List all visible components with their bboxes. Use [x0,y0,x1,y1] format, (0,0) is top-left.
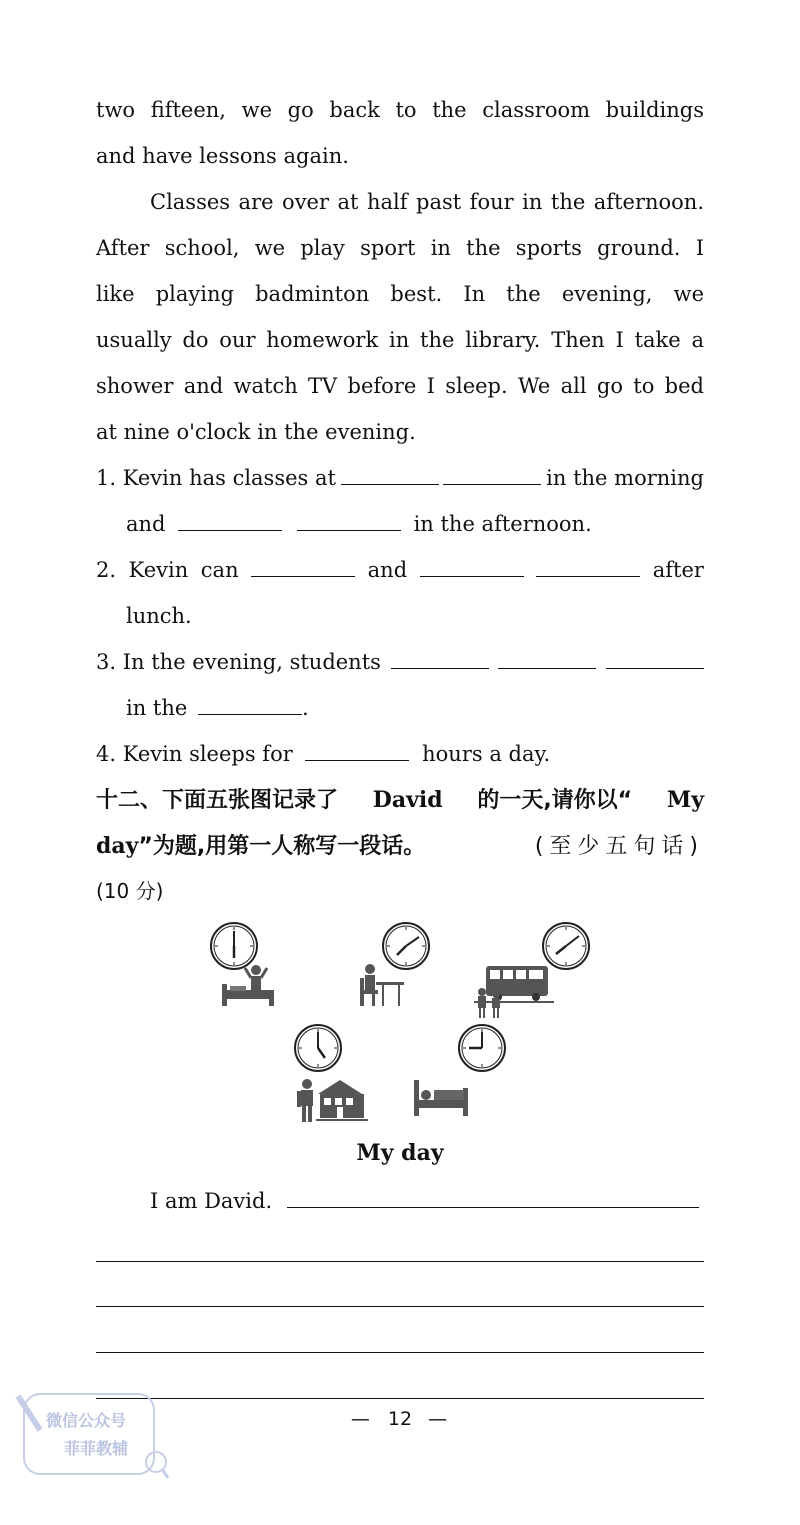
question-number: 4. [96,742,117,766]
section-text: day [96,833,139,859]
question-1-cont [126,509,704,539]
passage-line: shower and watch TV before I sleep. We all go to bed [96,374,704,398]
section-text: David [372,787,443,813]
question-text: in the afternoon. [413,512,592,536]
question-text: can [200,558,239,582]
section-note: (至少五句话) [534,834,704,859]
writing-line[interactable] [96,1398,704,1399]
question-4 [96,739,704,769]
answer-blank[interactable] [498,648,596,669]
passage-line: at nine o'clock in the evening. [96,420,416,444]
passage-line: Classes are over at half past four in the afternoon. [150,190,704,214]
section-text: My [666,787,704,813]
writing-starter-line [150,1186,704,1216]
writing-title: My day [356,1140,444,1166]
wake-up-icon [220,962,276,1008]
dash-left: — [350,1408,372,1430]
question-text: Kevin [128,558,189,582]
question-text: . [302,696,309,720]
question-3 [96,647,704,677]
writing-blank[interactable] [287,1187,699,1208]
answer-blank[interactable] [341,464,439,485]
answer-blank[interactable] [198,694,302,715]
question-number: 2. [96,558,117,582]
question-text: after [652,558,704,582]
answer-blank[interactable] [178,510,282,531]
question-text: in the morning [546,466,704,490]
question-text: and [367,558,408,582]
section-12-heading-cont [96,830,704,863]
watermark [10,1390,170,1485]
question-number: 1. [96,466,117,490]
answer-blank[interactable] [297,510,401,531]
answer-blank[interactable] [443,464,541,485]
bus-stop-icon [474,962,556,1020]
question-1 [96,463,704,493]
answer-blank[interactable] [391,648,489,669]
bed-icon [412,1078,470,1118]
clock-icon [292,1022,344,1074]
section-text: ”为题,用第一人称写一段话。 [138,834,426,859]
writing-line[interactable] [96,1352,704,1353]
dash-right: — [428,1408,450,1430]
question-text: Kevin sleeps for [122,742,293,766]
answer-blank[interactable] [251,556,355,577]
question-2 [96,555,704,585]
question-number: 3. [96,650,117,674]
section-score: (10 分) [96,879,164,903]
answer-blank[interactable] [420,556,524,577]
go-home-icon [296,1076,370,1124]
question-text: and [126,512,166,536]
question-2-cont: lunch. [126,604,192,628]
writing-starter: I am David. [150,1189,273,1213]
answer-blank[interactable] [536,556,640,577]
passage-line: usually do our homework in the library. Then I take a [96,328,704,352]
watermark-line2: 菲菲教辅 [64,1439,129,1458]
section-text: 的一天,请你以“ [477,788,633,813]
answer-blank[interactable] [606,648,704,669]
study-desk-icon [358,962,406,1008]
question-text: hours a day. [422,742,551,766]
writing-line[interactable] [96,1261,704,1262]
question-text: in the [126,696,188,720]
answer-blank[interactable] [305,740,409,761]
clock-icon [456,1022,508,1074]
writing-line[interactable] [96,1306,704,1307]
section-12-heading [96,784,704,817]
passage-line: two fifteen, we go back to the classroom buildings [96,98,704,122]
watermark-line1: 微信公众号 [46,1411,127,1430]
section-text: 十二、下面五张图记录了 [96,788,339,813]
passage-line: After school, we play sport in the sports ground. I [96,236,704,260]
question-3-cont [126,693,704,723]
passage-line: like playing badminton best. In the evening, we [96,282,704,306]
page-number-text: 12 [387,1408,413,1430]
question-text: In the evening, students [122,650,381,674]
passage-line: and have lessons again. [96,144,349,168]
question-text: Kevin has classes at [122,466,336,490]
